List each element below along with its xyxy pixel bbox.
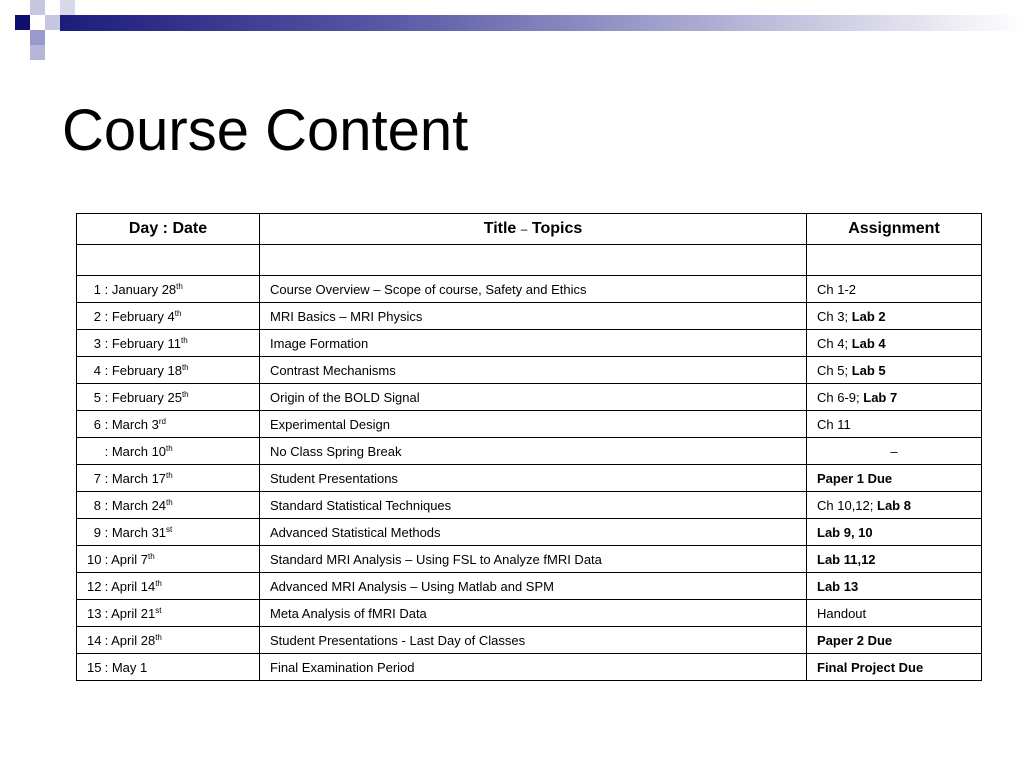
decorative-square [30, 45, 45, 60]
assignment-text: Ch 4; [817, 335, 852, 351]
day-date-cell [77, 438, 260, 465]
day-date-cell [77, 411, 260, 438]
assignment-text: Ch 3; [817, 308, 852, 324]
date-suffix: th [180, 335, 188, 345]
date-text: February 11 [111, 335, 181, 351]
date-text: February 4 [111, 308, 175, 324]
date-suffix: th [155, 578, 162, 588]
day-date-cell [77, 465, 260, 492]
date-suffix: th [174, 308, 182, 318]
date-text: March 3 [111, 416, 159, 432]
assignment-text: Handout [817, 605, 867, 621]
date-text: March 31 [111, 524, 167, 540]
day-date-cell [77, 303, 260, 330]
decorative-square [15, 15, 30, 30]
assignment-bold-text: Lab 11,12 [817, 551, 876, 567]
table-row [77, 330, 982, 357]
day-separator: : [101, 524, 112, 540]
day-date-cell [77, 276, 260, 303]
assignment-cell [807, 573, 982, 600]
topic-cell: Final Examination Period [260, 654, 807, 681]
assignment-bold-text: Lab 4 [851, 335, 886, 351]
date-text: February 18 [111, 362, 182, 378]
date-suffix: th [155, 632, 162, 642]
date-text: January 28 [111, 281, 177, 297]
day-number: 1 [93, 281, 101, 297]
date-suffix: th [181, 362, 189, 372]
assignment-bold-text: Lab 13 [817, 578, 859, 594]
date-suffix: st [166, 524, 173, 534]
assignment-cell [807, 303, 982, 330]
assignment-bold-text: Paper 2 Due [817, 632, 893, 648]
day-number: 7 [93, 470, 101, 486]
date-text: March 10 [111, 443, 167, 459]
decorative-square [45, 15, 60, 30]
blank-cell [260, 245, 807, 276]
blank-row [77, 245, 982, 276]
topic-cell: MRI Basics – MRI Physics [260, 303, 807, 330]
day-separator: : [101, 551, 112, 567]
day-separator: : [101, 281, 112, 297]
day-date-cell [77, 627, 260, 654]
day-separator: : [101, 389, 112, 405]
date-text: April 7 [111, 551, 148, 567]
date-suffix: th [147, 551, 155, 561]
topic-cell: Course Overview – Scope of course, Safety and Ethics [260, 276, 807, 303]
assignment-cell [807, 411, 982, 438]
day-date-cell [77, 519, 260, 546]
day-separator: : [101, 578, 112, 594]
day-number: 15 [87, 659, 102, 675]
topic-cell: Advanced Statistical Methods [260, 519, 807, 546]
table-row [77, 627, 982, 654]
header-assignment: Assignment [807, 214, 982, 245]
day-separator: : [101, 659, 112, 675]
assignment-text: Ch 1-2 [817, 281, 857, 297]
day-date-cell [77, 546, 260, 573]
table-row [77, 384, 982, 411]
table-row [77, 303, 982, 330]
topic-cell: Standard MRI Analysis – Using FSL to Analyze fMRI Data [260, 546, 807, 573]
table-row [77, 492, 982, 519]
date-text: April 28 [111, 632, 156, 648]
date-text: February 25 [111, 389, 182, 405]
topic-cell: Contrast Mechanisms [260, 357, 807, 384]
date-text: April 14 [111, 578, 156, 594]
assignment-text: – [890, 443, 898, 459]
day-number: 4 [93, 362, 101, 378]
day-date-cell [77, 573, 260, 600]
assignment-bold-text: Lab 8 [877, 497, 911, 513]
day-date-cell [77, 330, 260, 357]
day-separator: : [101, 416, 112, 432]
day-separator: : [101, 362, 112, 378]
topic-cell: Advanced MRI Analysis – Using Matlab and SPM [260, 573, 807, 600]
course-schedule-table [76, 213, 982, 681]
day-number: 9 [93, 524, 101, 540]
assignment-cell [807, 600, 982, 627]
assignment-cell [807, 330, 982, 357]
table-header-row [77, 214, 982, 245]
date-text: March 24 [111, 497, 167, 513]
date-suffix: th [166, 497, 173, 507]
topic-cell: Meta Analysis of fMRI Data [260, 600, 807, 627]
day-separator: : [101, 443, 112, 459]
topic-cell: Origin of the BOLD Signal [260, 384, 807, 411]
table-row [77, 600, 982, 627]
decorative-square [30, 30, 45, 45]
header-title-topics [260, 214, 807, 245]
table-row [77, 438, 982, 465]
table-row [77, 546, 982, 573]
day-separator: : [101, 497, 112, 513]
table-row [77, 411, 982, 438]
day-number: 8 [93, 497, 101, 513]
day-separator: : [101, 308, 112, 324]
assignment-cell [807, 384, 982, 411]
header-title: Title [483, 220, 517, 237]
assignment-text: Ch 11 [817, 416, 851, 432]
date-suffix: st [155, 605, 162, 615]
assignment-bold-text: Lab 5 [851, 362, 886, 378]
date-suffix: rd [158, 416, 166, 426]
topic-cell: Image Formation [260, 330, 807, 357]
table-row [77, 357, 982, 384]
day-number: 10 [87, 551, 102, 567]
assignment-cell [807, 465, 982, 492]
day-separator: : [101, 470, 112, 486]
assignment-cell [807, 627, 982, 654]
assignment-bold-text: Lab 7 [863, 389, 898, 405]
assignment-text: Ch 5; [817, 362, 852, 378]
day-date-cell [77, 384, 260, 411]
date-text: May 1 [111, 659, 148, 675]
date-suffix: th [176, 281, 183, 291]
date-text: March 17 [111, 470, 167, 486]
table-row [77, 654, 982, 681]
blank-cell [77, 245, 260, 276]
assignment-bold-text: Paper 1 Due [817, 470, 893, 486]
day-separator: : [101, 605, 112, 621]
table-row [77, 465, 982, 492]
assignment-bold-text: Final Project Due [817, 659, 924, 675]
topic-cell: No Class Spring Break [260, 438, 807, 465]
day-separator: : [101, 632, 112, 648]
day-number: 14 [87, 632, 102, 648]
date-suffix: th [166, 470, 173, 480]
assignment-bold-text: Lab 2 [851, 308, 886, 324]
date-suffix: th [166, 443, 173, 453]
date-text: April 21 [111, 605, 156, 621]
day-number: 2 [93, 308, 101, 324]
day-date-cell [77, 600, 260, 627]
day-number: 3 [93, 335, 101, 351]
table-row [77, 519, 982, 546]
assignment-cell [807, 492, 982, 519]
header-separator: – [520, 222, 528, 236]
decorative-header-bar [60, 15, 1024, 31]
table-row [77, 276, 982, 303]
assignment-text: Ch 10,12; [817, 497, 877, 513]
day-number: 13 [87, 605, 102, 621]
day-date-cell [77, 357, 260, 384]
day-number: 12 [87, 578, 102, 594]
topic-cell: Standard Statistical Techniques [260, 492, 807, 519]
blank-cell [807, 245, 982, 276]
assignment-cell [807, 546, 982, 573]
decorative-square [60, 0, 75, 15]
header-topics: Topics [531, 220, 583, 237]
assignment-cell [807, 276, 982, 303]
assignment-cell [807, 519, 982, 546]
decorative-square [30, 0, 45, 15]
day-date-cell [77, 492, 260, 519]
day-separator: : [101, 335, 112, 351]
assignment-cell [807, 654, 982, 681]
assignment-cell [807, 357, 982, 384]
assignment-cell [807, 438, 982, 465]
day-date-cell [77, 654, 260, 681]
slide-title: Course Content [62, 98, 469, 163]
assignment-text: Ch 6-9; [817, 389, 864, 405]
header-day-date: Day : Date [77, 214, 260, 245]
topic-cell: Student Presentations - Last Day of Classes [260, 627, 807, 654]
date-suffix: th [181, 389, 189, 399]
day-number: 5 [93, 389, 101, 405]
day-number: 6 [93, 416, 101, 432]
assignment-bold-text: Lab 9, 10 [817, 524, 873, 540]
topic-cell: Experimental Design [260, 411, 807, 438]
table-row [77, 573, 982, 600]
topic-cell: Student Presentations [260, 465, 807, 492]
